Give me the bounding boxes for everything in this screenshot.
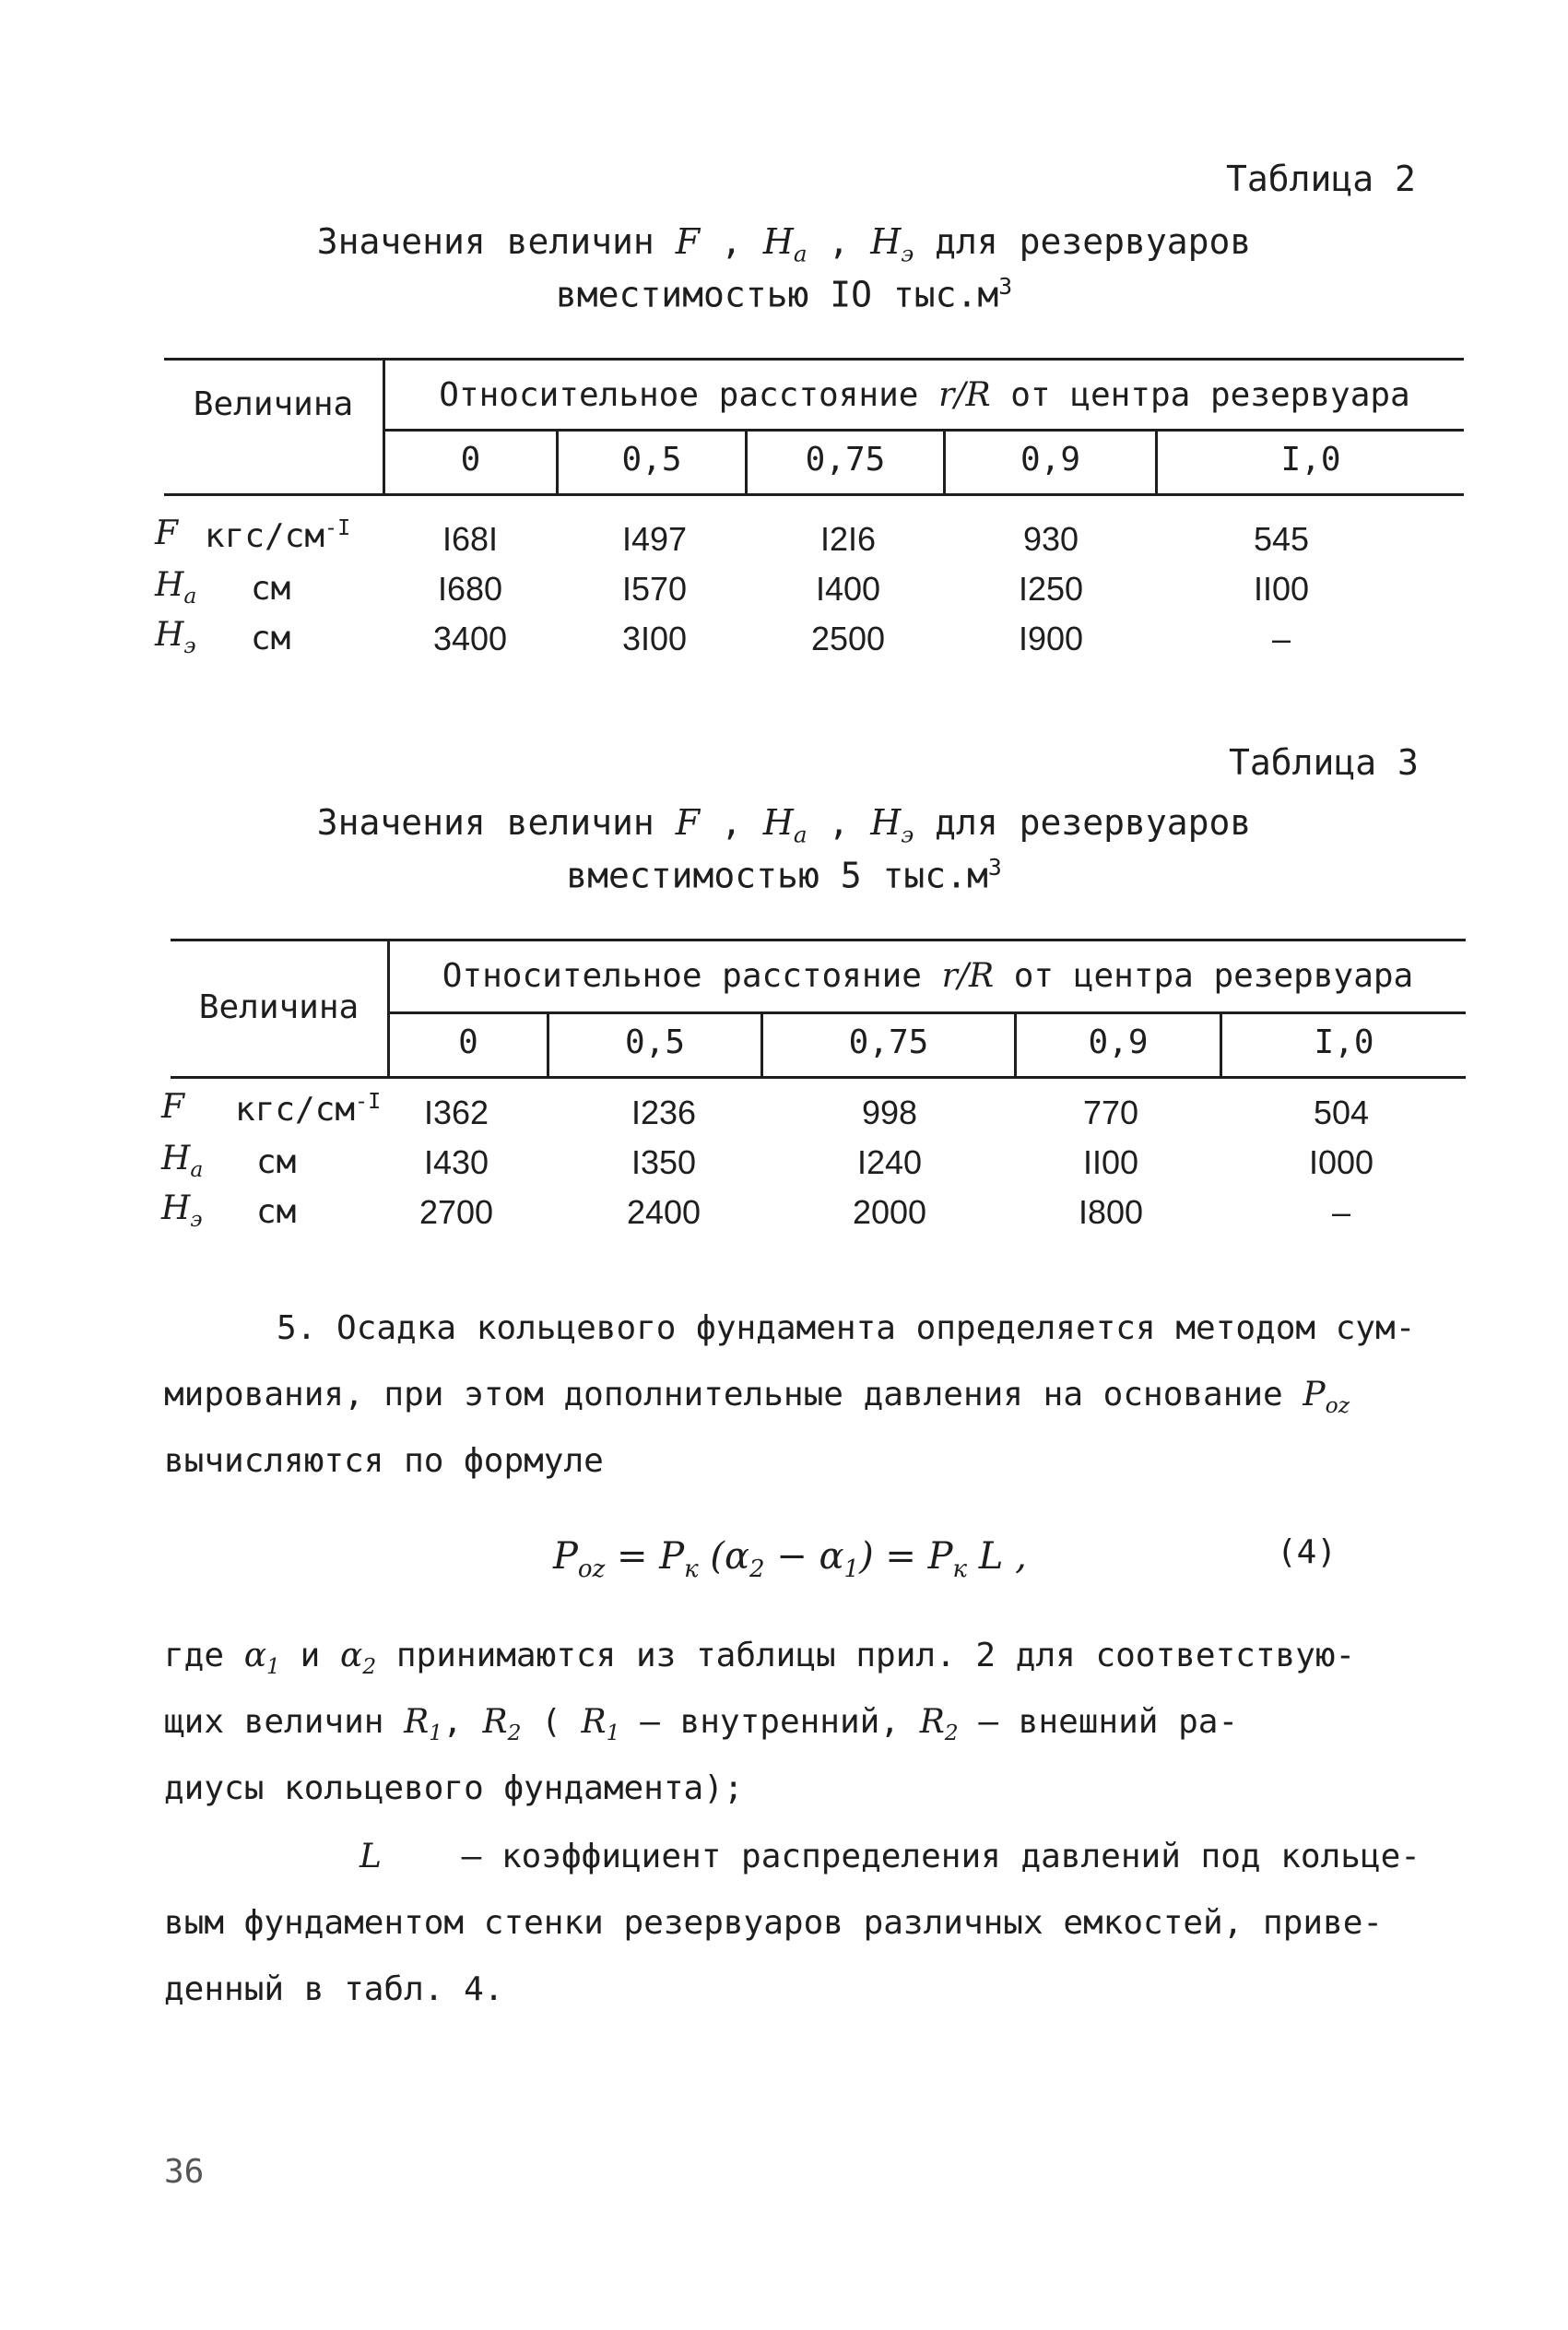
table2-col-2: 0,75	[805, 441, 886, 479]
L-definition-line1: L – коэффициент распределения давлений под кольце-	[360, 1838, 1421, 1875]
page-number: 36	[164, 2153, 205, 2191]
table2-group-header: Относительное расстояние r/R от центра резервуара	[439, 376, 1410, 414]
table2-col-0: 0	[460, 441, 481, 479]
where-line1: где $\alpha_1$ и $\alpha_2$ принимаются из таблицы прил. 2 для соответствую-	[164, 1637, 1356, 1680]
table3-bottom-rule	[171, 1076, 1466, 1079]
var-He: $H_э$	[870, 221, 914, 267]
table3-col-0: 0	[458, 1023, 478, 1061]
table3-col-2: 0,75	[848, 1023, 929, 1061]
var-Ha: $H_a$	[762, 221, 808, 267]
table2-col-3: 0,9	[1020, 441, 1081, 479]
table2-col-1: 0,5	[621, 441, 682, 479]
formula-number: (4)	[1277, 1533, 1338, 1571]
table2-col-first: Величина	[193, 385, 354, 423]
table3-col-first: Величина	[198, 988, 360, 1026]
table2-title-line2: вместимостью IO $тыс.м^3$	[555, 273, 1013, 315]
formula-4: $P_{oz} = P_к$ $(\alpha_2 - \alpha_1) = P_к$ L ,	[553, 1535, 1027, 1583]
section5-line3: вычисляются по формуле	[164, 1442, 604, 1480]
table3-title-line2: вместимостью 5 $тыс.м^3$	[566, 854, 1002, 896]
table2-bottom-rule	[164, 493, 1464, 496]
section5-line2: мирования, при этом дополнительные давления на основание $P_{oz}$	[164, 1376, 1350, 1419]
var-F: F	[675, 221, 701, 262]
table3-col-4: I,0	[1314, 1023, 1374, 1061]
table3-label: Таблица 3	[1229, 742, 1419, 783]
where-line3: диусы кольцевого фундамента);	[164, 1769, 744, 1807]
table2-top-rule	[164, 358, 1464, 361]
table3-title-line1: Значения величин F , $H_a$ , $H_э$ для резервуаров	[316, 802, 1252, 848]
where-line2: щих величин $R_1$, $R_2$ ( $R_1$ – внутренний, $R_2$ – внешний ра-	[164, 1703, 1239, 1746]
table3-group-header: Относительное расстояние r/R от центра резервуара	[442, 957, 1414, 995]
table2-label: Таблица 2	[1226, 159, 1416, 199]
section5-line1: 5. Осадка кольцевого фундамента определяется методом сум-	[277, 1309, 1416, 1347]
L-definition-line3: денный в табл. 4.	[164, 1970, 504, 2008]
table2-col-4: I,0	[1280, 441, 1341, 479]
table3-top-rule	[171, 939, 1466, 941]
table3-col-3: 0,9	[1088, 1023, 1149, 1061]
table3-col-1: 0,5	[624, 1023, 686, 1061]
table2-mid-rule	[383, 429, 1464, 432]
table2-title-line1: Значения величин F , $H_a$ , $H_э$ для резервуаров	[316, 221, 1252, 267]
L-definition-line2: вым фундаментом стенки резервуаров различных емкостей, приве-	[164, 1904, 1384, 1942]
